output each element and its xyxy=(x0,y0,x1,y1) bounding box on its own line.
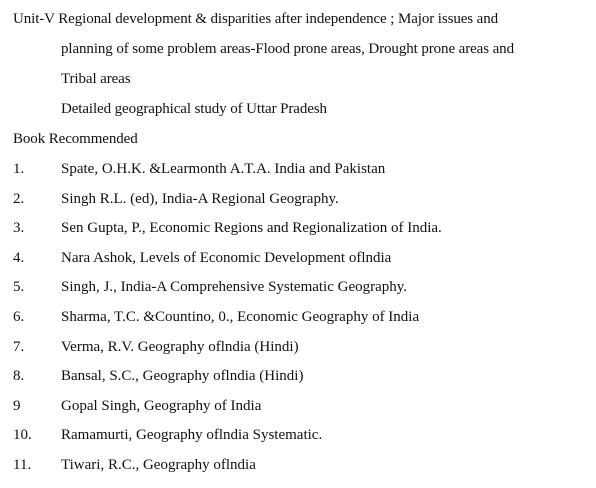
book-item xyxy=(0,399,596,429)
book-number: 4. xyxy=(13,249,25,266)
book-number: 6. xyxy=(13,308,25,325)
book-title: Ramamurti, Geography oflndia Systematic. xyxy=(61,427,323,444)
book-number: 1. xyxy=(13,161,25,177)
book-number: 3. xyxy=(13,220,25,237)
book-item xyxy=(0,428,596,458)
book-number: 10. xyxy=(13,427,32,444)
unit-description-line: Tribal areas xyxy=(61,71,131,87)
book-number: 11. xyxy=(13,456,32,473)
book-title: Gopal Singh, Geography of India xyxy=(61,397,262,414)
unit-heading: Unit-V Regional development & disparities after independence ; Major issues and xyxy=(13,11,499,27)
book-title: Singh R.L. (ed), India-A Regional Geography. xyxy=(61,190,339,207)
book-list xyxy=(0,162,596,488)
books-heading: Book Recommended xyxy=(13,131,138,147)
book-item xyxy=(0,310,596,340)
book-item xyxy=(0,221,596,251)
book-title: Nara Ashok, Levels of Economic Development oflndia xyxy=(61,249,392,266)
book-title: Bansal, S.C., Geography oflndia (Hindi) xyxy=(61,368,304,385)
book-number: 8. xyxy=(13,368,25,385)
book-title: Sen Gupta, P., Economic Regions and Regionalization of India. xyxy=(61,220,442,237)
book-number: 7. xyxy=(13,338,25,355)
book-item xyxy=(0,458,596,488)
unit-description-line: Detailed geographical study of Uttar Pradesh xyxy=(61,101,327,117)
book-title: Spate, O.H.K. &Learmonth A.T.A. India and Pakistan xyxy=(61,161,386,177)
book-item xyxy=(0,251,596,281)
book-item xyxy=(0,280,596,310)
book-title: Sharma, T.C. &Countino, 0., Economic Geography of India xyxy=(61,308,420,325)
book-title: Tiwari, R.C., Geography oflndia xyxy=(61,456,256,473)
book-item xyxy=(0,369,596,399)
unit-description-line: planning of some problem areas-Flood prone areas, Drought prone areas and xyxy=(61,41,514,57)
book-title: Singh, J., India-A Comprehensive Systematic Geography. xyxy=(61,279,408,296)
book-item xyxy=(0,192,596,222)
book-number: 9 xyxy=(13,397,21,414)
book-number: 5. xyxy=(13,279,25,296)
book-number: 2. xyxy=(13,190,25,207)
book-item xyxy=(0,340,596,370)
book-title: Verma, R.V. Geography oflndia (Hindi) xyxy=(61,338,299,355)
book-item xyxy=(0,162,596,192)
